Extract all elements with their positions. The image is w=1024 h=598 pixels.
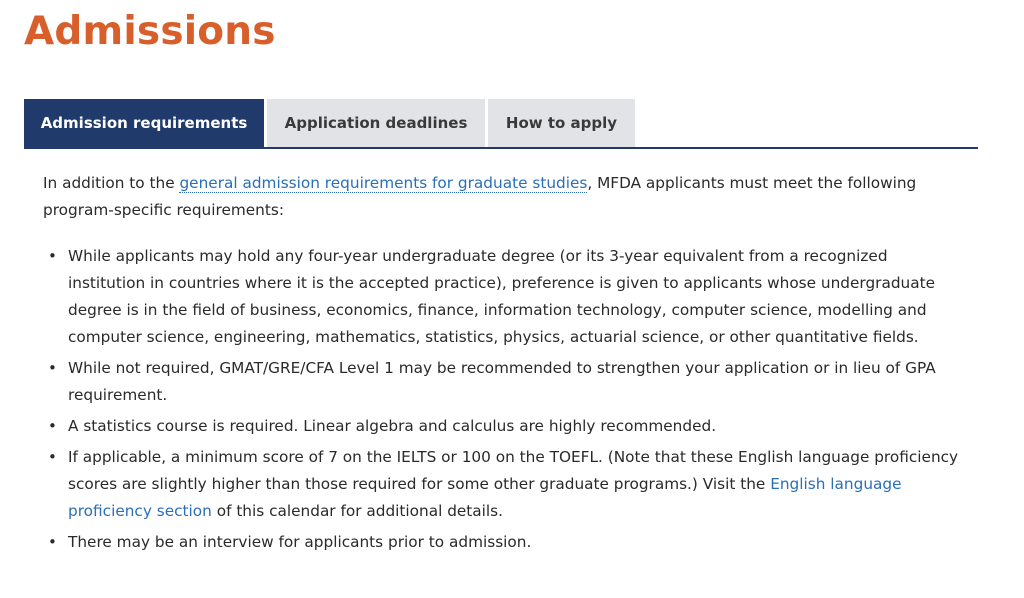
requirement-text-suffix: of this calendar for additional details. xyxy=(211,502,504,520)
intro-paragraph xyxy=(43,170,968,224)
tab-admission-requirements[interactable]: Admission requirements xyxy=(24,99,264,147)
page-title: Admissions xyxy=(24,9,276,54)
intro-prefix: In addition to the xyxy=(43,174,180,192)
intro-suffix: , MFDA applicants must meet the following program-specific requirements: xyxy=(43,174,917,219)
tab-how-to-apply[interactable]: How to apply xyxy=(488,99,635,147)
bullet-icon: • xyxy=(48,448,57,466)
bullet-icon: • xyxy=(48,247,57,265)
list-item xyxy=(43,243,968,351)
requirements-list xyxy=(43,243,968,556)
list-item xyxy=(43,444,968,525)
general-admission-requirements-link[interactable]: general admission requirements for graduate studies xyxy=(179,174,588,192)
list-item xyxy=(43,413,968,440)
bullet-icon: • xyxy=(48,359,57,377)
english-language-proficiency-link[interactable]: English language proficiency section xyxy=(68,475,902,520)
tab-application-deadlines[interactable]: Application deadlines xyxy=(267,99,485,147)
bullet-icon: • xyxy=(48,533,57,551)
requirement-text: While applicants may hold any four-year undergraduate degree (or its 3-year equivalent from a recognized institution in countries where it is the accepted practice), preference is given to applicants whose undergraduate degree is in the field of business, economics, finance, information technology, computer science, modelling and computer science, engineering, mathematics, statistics, physics, actuarial science, or other quantitative fields. xyxy=(68,247,936,346)
requirement-text: There may be an interview for applicants prior to admission. xyxy=(68,533,532,551)
list-item xyxy=(43,355,968,409)
requirement-text-prefix: If applicable, a minimum score of 7 on the IELTS or 100 on the TOEFL. (Note that these English language proficiency scores are slightly higher than those required for some other graduate programs.) Visit the xyxy=(68,448,959,493)
requirement-text: A statistics course is required. Linear algebra and calculus are highly recommended. xyxy=(68,417,717,435)
bullet-icon: • xyxy=(48,417,57,435)
requirement-text: While not required, GMAT/GRE/CFA Level 1 may be recommended to strengthen your application or in lieu of GPA requirement. xyxy=(68,359,936,404)
list-item xyxy=(43,529,968,556)
admission-requirements-panel xyxy=(43,170,968,560)
tab-bar xyxy=(24,99,978,149)
